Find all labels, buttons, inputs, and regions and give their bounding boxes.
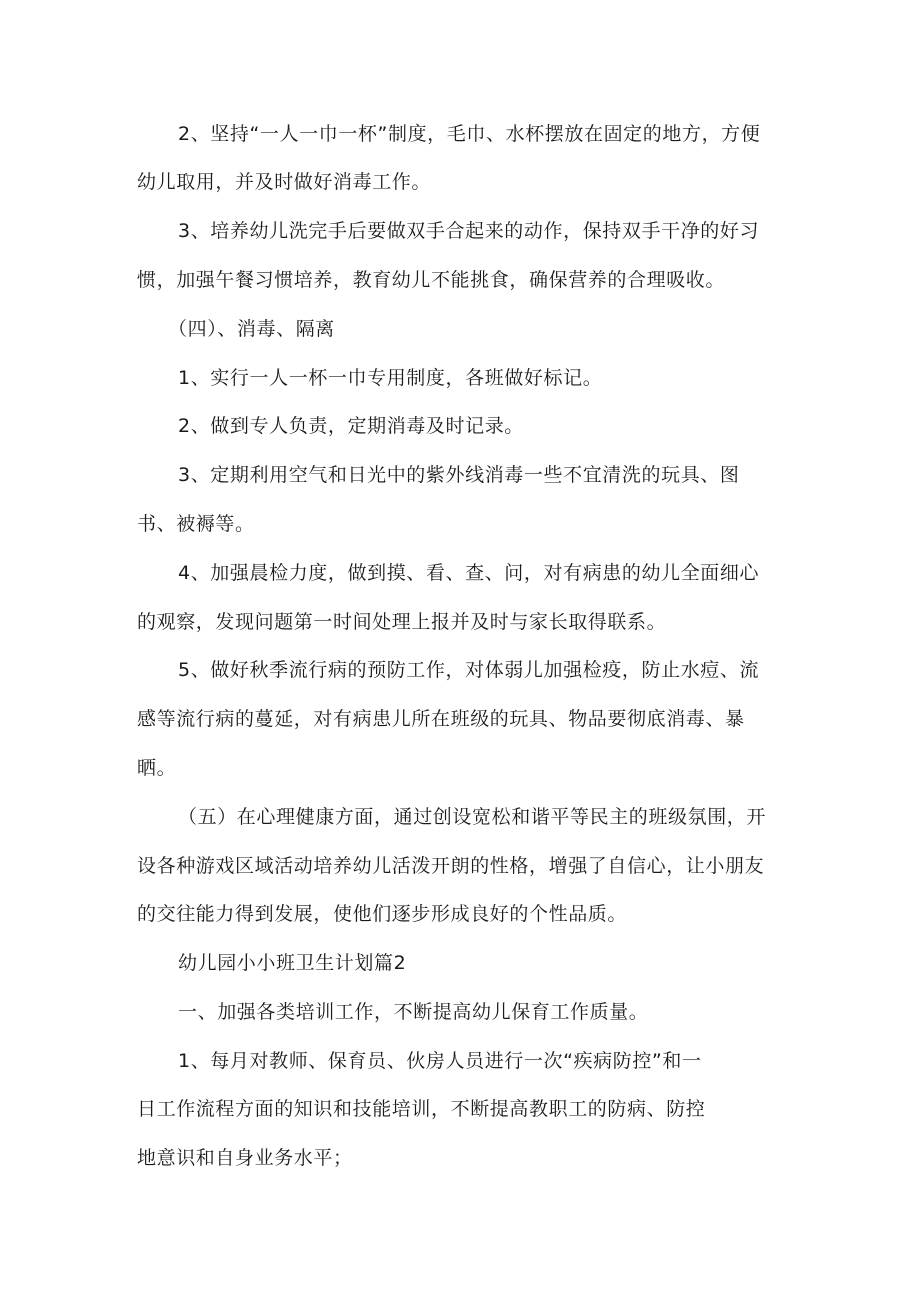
text-line: 地意识和自身业务水平；	[137, 1147, 353, 1169]
text-line: 1、实行一人一杯一巾专用制度，各班做好标记。	[178, 367, 603, 389]
text-line: 4、加强晨检力度，做到摸、看、查、问，对有病患的幼儿全面细心	[178, 562, 760, 584]
text-line: 晒。	[137, 757, 177, 779]
text-line: 惯，加强午餐习惯培养，教育幼儿不能挑食，确保营养的合理吸收。	[137, 269, 726, 291]
text-line: 5、做好秋季流行病的预防工作，对体弱儿加强检疫，防止水痘、流	[178, 659, 760, 681]
text-line: 的观察，发现问题第一时间处理上报并及时与家长取得联系。	[137, 611, 667, 633]
section-heading: 一、加强各类培训工作，不断提高幼儿保育工作质量。	[178, 1001, 649, 1023]
section-heading: （四）、消毒、隔离	[168, 318, 335, 340]
text-line: 3、定期利用空气和日光中的紫外线消毒一些不宜清洗的玩具、图	[178, 464, 740, 486]
text-line: 书、被褥等。	[137, 513, 255, 535]
text-line: 设各种游戏区域活动培养幼儿活泼开朗的性格，增强了自信心，让小朋友	[137, 855, 765, 877]
section-title: 幼儿园小小班卫生计划篇2	[178, 952, 407, 974]
text-line: 幼儿取用，并及时做好消毒工作。	[137, 171, 432, 193]
text-line: 的交往能力得到发展，使他们逐步形成良好的个性品质。	[137, 903, 628, 925]
text-line: 日工作流程方面的知识和技能培训，不断提高教职工的防病、防控	[137, 1098, 706, 1120]
text-line: 1、每月对教师、保育员、伙房人员进行一次“疾病防控”和一	[178, 1050, 702, 1072]
text-line: （五）在心理健康方面，通过创设宽松和谐平等民主的班级氛围，开	[178, 806, 767, 828]
text-line: 2、坚持“一人一巾一杯”制度，毛巾、水杯摆放在固定的地方，方便	[178, 123, 761, 145]
text-line: 3、培养幼儿洗完手后要做双手合起来的动作，保持双手干净的好习	[178, 220, 760, 242]
text-line: 2、做到专人负责，定期消毒及时记录。	[178, 415, 524, 437]
text-line: 感等流行病的蔓延，对有病患儿所在班级的玩具、物品要彻底消毒、暴	[137, 708, 745, 730]
